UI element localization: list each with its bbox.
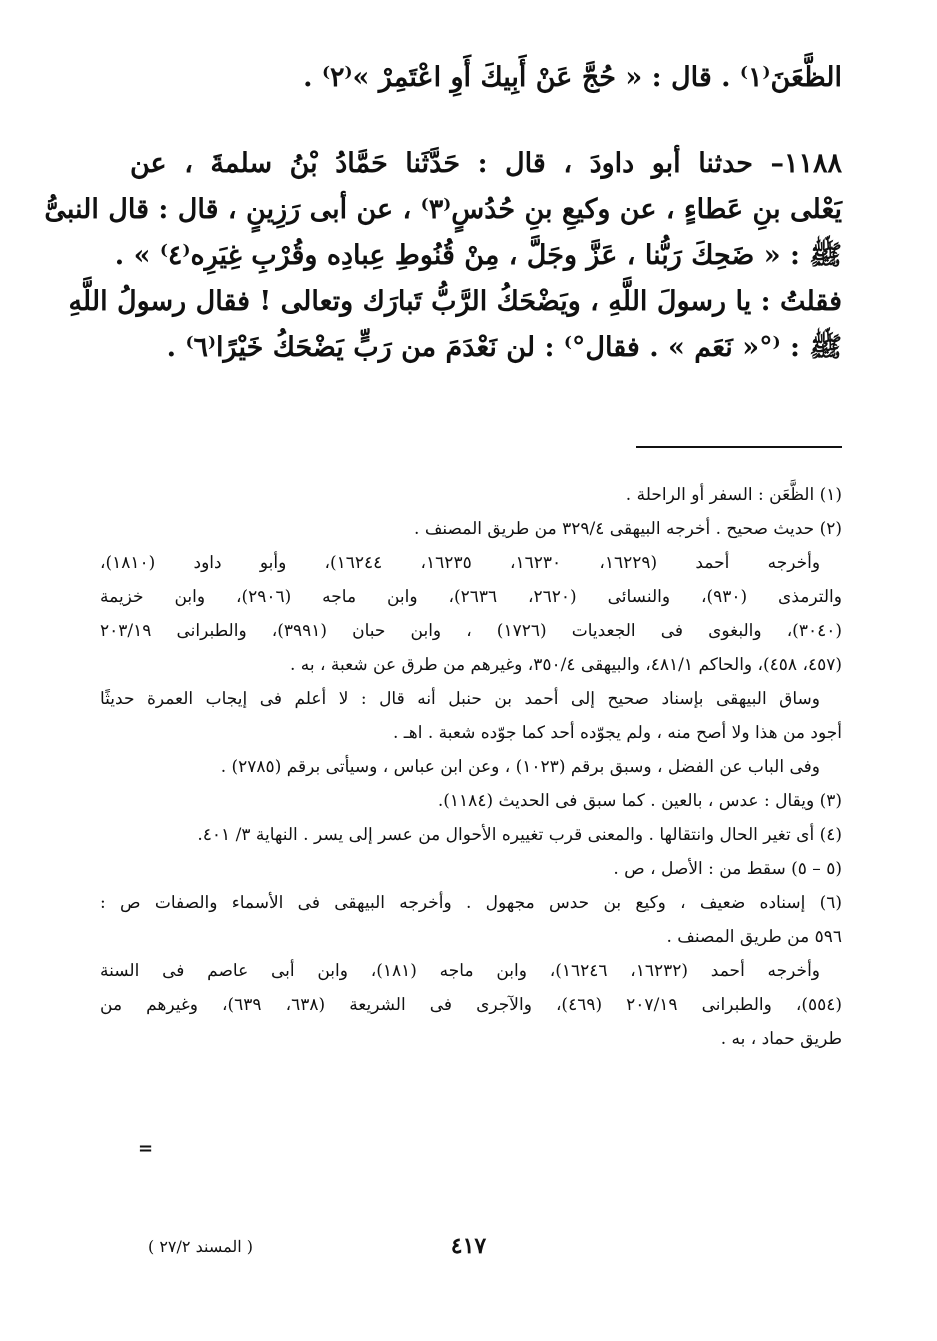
signature-mark: ( المسند ٢٧/٢ ) <box>148 1237 253 1256</box>
footnote-line: ٥٩٦ من طريق المصنف . <box>666 927 842 947</box>
footnote-line: وأخرجه أحمد (١٦٢٢٩، ١٦٢٣٠، ١٦٢٣٥، ١٦٢٤٤)، وأبو داود (١٨١٠)، <box>100 553 821 573</box>
footnote-line: والترمذى (٩٣٠)، والنسائى (٢٦٢٠، ٢٦٣٦)، وابن ماجه (٢٩٠٦)، وابن خزيمة <box>100 587 842 607</box>
main-line: فقلتُ : يا رسولَ اللَّهِ ، ويَضْحَكُ الرَّبُّ تَبارَك وتعالى ! فقال رسولُ اللَّهِ <box>68 286 842 317</box>
main-line: ﷺ : « ضَحِكَ رَبُّنا ، عَزَّ وجَلَّ ، مِنْ قُنُوطِ عِبادِه وقُرْبِ غِيَرِه⁽٤⁾ » . <box>114 240 842 271</box>
footnotes <box>100 478 842 1056</box>
footnote-line: (٥ – ٥) سقط من : الأصل ، ص . <box>613 859 842 879</box>
footnote-line: (٤٥٧، ٤٥٨)، والحاكم ٤٨١/١، والبيهقى ٣٥٠/٤، وغيرهم من طرق عن شعبة ، به . <box>289 655 842 675</box>
footnote-divider <box>636 446 842 448</box>
footnote-line: (٣) ويقال : عدس ، بالعين . كما سبق فى الحديث (١١٨٤). <box>437 791 842 811</box>
main-line: ١١٨٨– حدثنا أبو داودَ ، قال : حَدَّثَنا حَمَّادُ بْنُ سلمةَ ، عن <box>130 148 842 179</box>
main-line: ﷺ : ⁽°« نَعَم » . فقال°⁾ : لن نَعْدَمَ من رَبٍّ يَضْحَكُ خَيْرًا⁽٦⁾ . <box>166 332 842 363</box>
footnote-line: وساق البيهقى بإسناد صحيح إلى أحمد بن حنبل أنه قال : لا أعلم فى إيجاب العمرة حديثًا <box>100 689 820 709</box>
page-number: ٤١٧ <box>450 1233 487 1259</box>
footnote-line: (٣٠٤٠)، والبغوى فى الجعديات (١٧٢٦) ، وابن حبان (٣٩٩١)، والطبرانى ٢٠٣/١٩ <box>100 621 842 641</box>
footnote-line: (٥٥٤)، والطبرانى ٢٠٧/١٩ (٤٦٩)، والآجرى فى الشريعة (٦٣٨، ٦٣٩)، وغيرهم من <box>100 995 843 1015</box>
footnote-line: (١) الظَّعَن : السفر أو الراحلة . <box>625 485 842 505</box>
footnote-line: وفى الباب عن الفضل ، وسبق برقم (١٠٢٣) ، وعن ابن عباس ، وسيأتى برقم (٢٧٨٥) . <box>220 757 820 777</box>
main-line: يَعْلى بنِ عَطاءٍ ، عن وكيعِ بنِ حُدُسٍ⁽٣⁾ ، عن أبى رَزِينٍ ، قال : قال النبىُّ <box>44 194 842 225</box>
footnote-line: (٢) حديث صحيح . أخرجه البيهقى ٣٢٩/٤ من طريق المصنف . <box>414 519 842 539</box>
footnote-line: (٤) أى تغير الحال وانتقالها . والمعنى قرب تغييره الأحوال من عسر إلى يسر . النهاية ٣/ ٤٠١. <box>197 825 842 845</box>
main-text <box>44 55 842 371</box>
continuation-mark: = <box>138 1138 154 1159</box>
footnote-line: أجود من هذا ولا أصح منه ، ولم يجوّده أحد كما جوّده شعبة . اهـ . <box>392 723 842 743</box>
footnote-line: طريق حماد ، به . <box>720 1029 842 1049</box>
footnote-line: وأخرجه أحمد (١٦٢٣٢، ١٦٢٤٦)، وابن ماجه (١٨١)، وابن أبى عاصم فى السنة <box>100 961 820 981</box>
main-line: الظَّعَنَ⁽١⁾ . قال : « حُجَّ عَنْ أَبِيكَ أَوِ اعْتَمِرْ »⁽٢⁾ . <box>303 62 842 93</box>
footnote-line: (٦) إسناده ضعيف ، وكيع بن حدس مجهول . وأخرجه البيهقى فى الأسماء والصفات ص : <box>100 893 842 913</box>
